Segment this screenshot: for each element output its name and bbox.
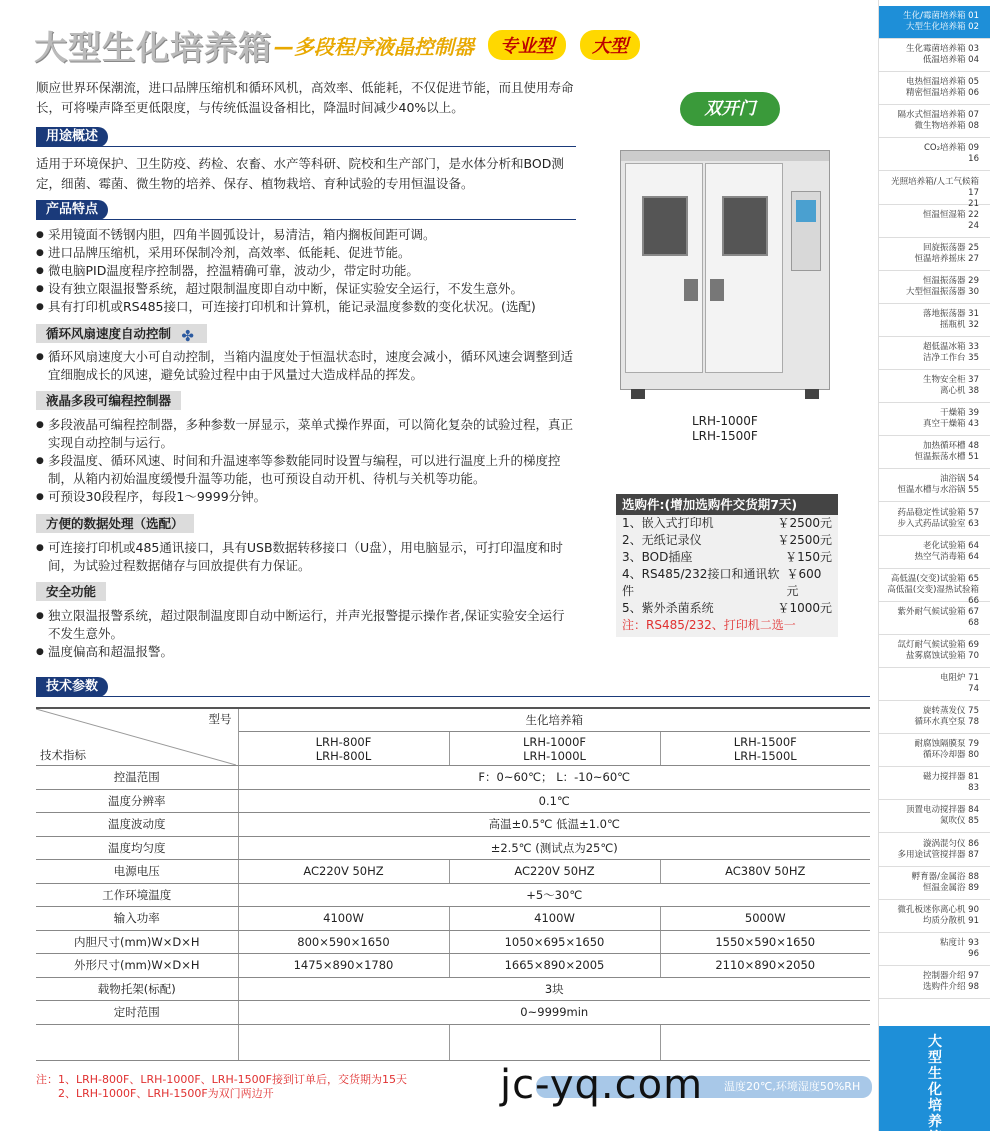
spec-value: 0~9999min [238, 1001, 870, 1025]
sidebar-item-label: 选购件介绍 98 [922, 981, 979, 992]
option-row: 3、BOD插座 ￥150元 [622, 550, 832, 564]
sidebar-item-label: 低温培养箱 04 [922, 55, 979, 66]
page-subtitle: —多段程序液晶控制器 [274, 34, 474, 59]
footnote-line: 2、LRH-1000F、LRH-1500F为双门两边开 [58, 1087, 274, 1100]
sidebar-item-label: 药品稳定性试验箱 57 [897, 507, 979, 518]
sidebar-item-label: 循环冷却器 80 [922, 750, 979, 761]
sidebar-item[interactable] [879, 602, 990, 635]
sidebar-item-label: 大型恒温振荡器 30 [905, 286, 979, 297]
sidebar-item[interactable] [879, 39, 990, 72]
option-row: 1、嵌入式打印机 ￥2500元 [622, 516, 832, 530]
options-box [616, 494, 838, 637]
sidebar-item-label: 微生物培养箱 08 [914, 121, 979, 132]
sidebar-item[interactable] [879, 105, 990, 138]
option-row: 2、无纸记录仪 ￥2500元 [622, 533, 832, 547]
spec-label: 工作环境温度 [36, 883, 238, 907]
sidebar-item-label: 摇瓶机 32 [939, 319, 979, 330]
intro-text: 顺应世界环保潮流，进口品牌压缩机和循环风机，高效率、低能耗，不仅促进节能，而且使用寿命长，可将噪声降至更低限度，与传统低温设备相比，降温时间减少40%以上。 [36, 80, 574, 115]
spec-value: 1050×695×1650 [449, 930, 660, 954]
sidebar-item-label: 生化/霉菌培养箱 01 [903, 11, 979, 21]
sidebar-current-label: 大型生化培养箱 [928, 1034, 942, 1146]
spec-empty [660, 1024, 870, 1060]
footnote [36, 1073, 407, 1101]
sidebar-item[interactable] [879, 205, 990, 238]
model-header: LRH-1000F LRH-1000L [449, 732, 660, 766]
spec-label: 输入功率 [36, 907, 238, 931]
cabinet-left-door [625, 163, 703, 373]
spec-corner [36, 708, 238, 766]
sidebar-item[interactable] [879, 900, 990, 933]
cabinet-leg [631, 389, 645, 399]
sidebar-item[interactable] [879, 701, 990, 734]
sidebar-item[interactable] [879, 867, 990, 900]
spec-value: 0.1℃ [238, 789, 870, 813]
sidebar-item-label: 循环水真空泵 78 [914, 717, 979, 728]
table-row [36, 883, 870, 907]
sidebar-item-label: 磁力搅拌器 81 [922, 772, 979, 783]
spec-value: 800×590×1650 [238, 930, 449, 954]
sidebar-item[interactable] [879, 569, 990, 606]
spec-value: 2110×890×2050 [660, 954, 870, 978]
list-item: ● 可预设30段程序，每段1～9999分钟。 [36, 488, 576, 506]
footnote-line: 注：1、LRH-800F、LRH-1000F、LRH-1500F接到订单后，交货期为15天 [36, 1073, 407, 1086]
spec-value: F：0~60℃； L：-10~60℃ [238, 766, 870, 790]
sidebar-item-label: 微孔板迷你离心机 90 [897, 904, 979, 915]
model-name: LRH-1000F [692, 414, 758, 428]
cabinet-handle [710, 279, 724, 301]
sidebar-item-label: 回旋振荡器 25 [922, 242, 979, 253]
fan-heading [36, 324, 207, 343]
list-item: ● 多段液晶可编程控制器，多种参数一屏显示，菜单式操作界面，可以简化复杂的试验过程，真正实现自动控制与运行。 [36, 416, 576, 452]
table-row [36, 907, 870, 931]
list-item: ● 采用镜面不锈钢内胆，四角半圆弧设计，易清洁，箱内搁板间距可调。 [36, 226, 576, 244]
sidebar-item-label: 顶置电动搅拌器 84 [905, 805, 979, 816]
sidebar-item[interactable] [879, 536, 990, 569]
sidebar-item-label: 16 [968, 154, 979, 165]
spec-label: 电源电压 [36, 860, 238, 884]
sidebar-item-label: 隔水式恒温培养箱 07 [897, 110, 979, 121]
spec-label: 载物托架(标配) [36, 977, 238, 1001]
sidebar-item-label: 电阻炉 71 [939, 673, 979, 683]
sidebar-item-label: 恒温水槽与水浴锅 55 [897, 485, 979, 496]
cabinet-top [621, 151, 829, 161]
sidebar-item[interactable] [879, 172, 990, 209]
sidebar-item-label: 加热循环槽 48 [922, 441, 979, 452]
sidebar-item-label: 控制器介绍 97 [922, 970, 979, 981]
sidebar-item-label: 粘度计 93 [939, 937, 979, 948]
info-band: 温度20℃,环境湿度50%RH [536, 1076, 872, 1098]
watermark: jc-yq.com [500, 1062, 704, 1108]
sidebar-item[interactable] [879, 436, 990, 469]
table-row [36, 860, 870, 884]
sidebar-item-label: 漩涡混匀仪 86 [922, 838, 979, 849]
spec-label: 温度均匀度 [36, 836, 238, 860]
options-note: 注：RS485/232、打印机二选一 [622, 618, 796, 632]
sidebar-current-section [879, 1026, 990, 1146]
fan-heading-label: 循环风扇速度自动控制 [46, 326, 172, 341]
sidebar-item[interactable] [879, 800, 990, 833]
sidebar-item-label: 21 [968, 198, 979, 209]
cabinet-window [642, 196, 688, 256]
options-heading: 选购件:(增加选购件交货期7天) [616, 494, 838, 515]
list-item: ● 进口品牌压缩机，采用环保制冷剂，高效率、低能耗、促进节能。 [36, 244, 576, 262]
list-item: ● 设有独立限温报警系统，超过限制温度即自动中断，保证实验安全运行，不发生意外。 [36, 280, 576, 298]
list-item: ● 独立限温报警系统，超过限制温度即自动中断运行，并声光报警提示操作者,保证实验安全运行不发生意外。 [36, 607, 576, 643]
sidebar-item[interactable] [879, 734, 990, 767]
usage-divider [36, 146, 576, 147]
table-row [36, 1024, 870, 1060]
corner-bottom-label: 技术指标 [40, 748, 86, 762]
product-image [620, 150, 830, 390]
features-heading: 产品特点 [36, 200, 108, 220]
sidebar-item-label: 恒温振荡水槽 51 [914, 452, 979, 463]
sidebar-item[interactable] [879, 635, 990, 668]
sidebar-item-label: 生物安全柜 37 [922, 375, 979, 386]
sidebar-item[interactable] [879, 469, 990, 502]
sidebar-item-label: 均质分散机 91 [922, 915, 979, 926]
spec-empty [449, 1024, 660, 1060]
sidebar-item-label: 超低温冰箱 33 [922, 342, 979, 352]
sidebar-item[interactable] [879, 6, 990, 39]
sidebar-item-label: 大型生化培养箱 02 [905, 22, 979, 32]
spec-empty [238, 1024, 449, 1060]
spec-empty [36, 1024, 238, 1060]
list-item: ● 循环风扇速度大小可自动控制，当箱内温度处于恒温状态时，速度会减小，循环风速会调整到适宜细胞成长的风速，避免试验过程中由于风量过大造成样品的挥发。 [36, 348, 576, 384]
list-item: ● 具有打印机或RS485接口，可连接打印机和计算机，能记录温度参数的变化状况。(选配) [36, 298, 576, 316]
sidebar-item[interactable] [879, 834, 990, 867]
sidebar-item-label: 干燥箱 39 [939, 408, 979, 419]
corner-top-label: 型号 [208, 712, 232, 726]
option-row: 4、RS485/232接口和通讯软件 ￥600元 [622, 567, 822, 598]
table-row [36, 954, 870, 978]
spec-label: 外形尺寸(mm)W×D×H [36, 954, 238, 978]
sidebar-item-label: 生化霉菌培养箱 03 [905, 44, 979, 55]
spec-label: 定时范围 [36, 1001, 238, 1025]
product-models [692, 414, 758, 444]
spec-label: 温度分辨率 [36, 789, 238, 813]
spec-value: AC220V 50HZ [449, 860, 660, 884]
specs-divider [36, 696, 870, 697]
sidebar-item-label: 紫外耐气候试验箱 67 [897, 606, 979, 617]
option-row: 5、紫外杀菌系统 ￥1000元 [622, 601, 832, 615]
sidebar-item-label: 落地振荡器 31 [922, 308, 979, 319]
sidebar-item-label: 离心机 38 [939, 386, 979, 397]
usage-heading: 用途概述 [36, 127, 108, 147]
sidebar-item-label: 恒温恒湿箱 22 [922, 209, 979, 220]
spec-value: +5～30℃ [238, 883, 870, 907]
fan-list [36, 348, 576, 384]
table-row [36, 836, 870, 860]
sidebar-item[interactable] [879, 72, 990, 105]
sidebar-item-label: 洁净工作台 35 [922, 353, 979, 363]
sidebar-item-label: 盐雾腐蚀试验箱 70 [905, 650, 979, 661]
list-item: ● 温度偏高和超温报警。 [36, 643, 576, 661]
sidebar-item-label: 高低温(交变)湿热试验箱 66 [887, 584, 979, 606]
spec-label: 控温范围 [36, 766, 238, 790]
sidebar-item-label: 氮吹仪 85 [939, 816, 979, 827]
sidebar-item[interactable] [879, 503, 990, 536]
spec-table [36, 707, 870, 1061]
sidebar [878, 0, 990, 1146]
sidebar-item-label: 孵育器/金属浴 88 [911, 871, 979, 882]
sidebar-item-label: 老化试验箱 64 [922, 540, 979, 551]
sidebar-item-label: 真空干燥箱 43 [922, 419, 979, 430]
spec-value: 4100W [449, 907, 660, 931]
sidebar-item-label: 68 [968, 617, 979, 628]
table-row [36, 930, 870, 954]
features-divider [36, 219, 576, 220]
sidebar-item[interactable] [879, 767, 990, 800]
sidebar-item-label: 油浴锅 54 [939, 474, 979, 485]
sidebar-item[interactable] [879, 304, 990, 337]
sidebar-item-label: 精密恒温培养箱 06 [905, 88, 979, 99]
sidebar-item-label: CO₂培养箱 09 [923, 143, 979, 154]
table-row [36, 977, 870, 1001]
sidebar-item[interactable] [879, 966, 990, 999]
sidebar-item-label: 耐腐蚀隔膜泵 79 [914, 739, 979, 750]
features-list [36, 226, 576, 316]
list-item: ● 多段温度、循环风速、时间和升温速率等参数能同时设置与编程，可以进行温度上升的梯度控制，从箱内初始温度缓慢升温等功能，也可预设自动开机、待机与关机等功能。 [36, 452, 576, 488]
spec-value: 3块 [238, 977, 870, 1001]
page-title: 大型生化培养箱 [34, 27, 272, 67]
lcd-heading: 液晶多段可编程控制器 [36, 391, 181, 410]
sidebar-item-label: 多用途试管搅拌器 87 [897, 849, 979, 860]
control-panel [791, 191, 821, 271]
list-item: ● 微电脑PID温度程序控制器，控温精确可靠，波动少，带定时功能。 [36, 262, 576, 280]
sidebar-item[interactable] [879, 370, 990, 403]
spec-label: 温度波动度 [36, 813, 238, 837]
fan-icon: ✤ [181, 327, 194, 345]
data-list [36, 539, 576, 575]
tag-pro: 专业型 [488, 30, 566, 60]
lcd-list [36, 416, 576, 506]
sidebar-item-label: 电热恒温培养箱 05 [905, 77, 979, 88]
sidebar-item-label: 24 [968, 220, 979, 231]
safety-list [36, 607, 576, 661]
usage-text: 适用于环境保护、卫生防疫、药检、农畜、水产等科研、院校和生产部门，是水体分析和BOD测定，细菌、霉菌、微生物的培养、保存、植物栽培、育种试验的专用恒温设备。 [36, 156, 564, 191]
cabinet-window [722, 196, 768, 256]
spec-value: 1550×590×1650 [660, 930, 870, 954]
sidebar-item[interactable] [879, 138, 990, 171]
spec-value: 5000W [660, 907, 870, 931]
spec-value: 1475×890×1780 [238, 954, 449, 978]
spec-label: 内胆尺寸(mm)W×D×H [36, 930, 238, 954]
data-heading: 方便的数据处理（选配） [36, 514, 194, 533]
title-row [34, 20, 640, 70]
group-header: 生化培养箱 [238, 708, 870, 732]
sidebar-item-label: 高低温(交变)试验箱 65 [890, 573, 979, 584]
spec-value: 1665×890×2005 [449, 954, 660, 978]
specs-heading: 技术参数 [36, 677, 108, 697]
table-row [36, 813, 870, 837]
table-row [36, 766, 870, 790]
control-screen [796, 200, 816, 222]
spec-value: 高温±0.5℃ 低温±1.0℃ [238, 813, 870, 837]
spec-value: AC220V 50HZ [238, 860, 449, 884]
model-header: LRH-1500F LRH-1500L [660, 732, 870, 766]
spec-value: AC380V 50HZ [660, 860, 870, 884]
sidebar-item[interactable] [879, 933, 990, 966]
table-row [36, 789, 870, 813]
cabinet-handle [684, 279, 698, 301]
tag-large: 大型 [580, 30, 640, 60]
list-item: ● 可连接打印机或485通讯接口，具有USB数据转移接口（U盘），用电脑显示，可打印温度和时间，为试验过程数据储存与回放提供有力保证。 [36, 539, 576, 575]
model-name: LRH-1500F [692, 429, 758, 443]
sidebar-item-label: 步入式药品试验室 63 [897, 518, 979, 529]
sidebar-item-label: 恒温培养摇床 27 [914, 253, 979, 264]
sidebar-item[interactable] [879, 403, 990, 436]
sidebar-item[interactable] [879, 238, 990, 271]
sidebar-item-label: 96 [968, 948, 979, 959]
cabinet-leg [805, 389, 819, 399]
sidebar-item-label: 恒温金属浴 89 [922, 882, 979, 893]
spec-value: ±2.5℃ (测试点为25℃) [238, 836, 870, 860]
model-header: LRH-800F LRH-800L [238, 732, 449, 766]
double-door-badge: 双开门 [680, 92, 780, 126]
table-row [36, 708, 870, 732]
sidebar-item-label: 83 [968, 783, 979, 794]
safety-heading: 安全功能 [36, 582, 106, 601]
cabinet-right-door [705, 163, 783, 373]
sidebar-item-label: 光照培养箱/人工气候箱 17 [891, 176, 979, 198]
sidebar-item[interactable] [879, 271, 990, 304]
sidebar-item-label: 旋转蒸发仪 75 [922, 706, 979, 717]
spec-value: 4100W [238, 907, 449, 931]
sidebar-item[interactable] [879, 337, 990, 370]
sidebar-item-label: 热空气消毒箱 64 [914, 551, 979, 562]
sidebar-item-label: 恒温振荡器 29 [922, 275, 979, 286]
sidebar-item[interactable] [879, 668, 990, 701]
table-row [36, 1001, 870, 1025]
sidebar-item-label: 氙灯耐气候试验箱 69 [897, 639, 979, 650]
sidebar-item-label: 74 [968, 684, 979, 694]
